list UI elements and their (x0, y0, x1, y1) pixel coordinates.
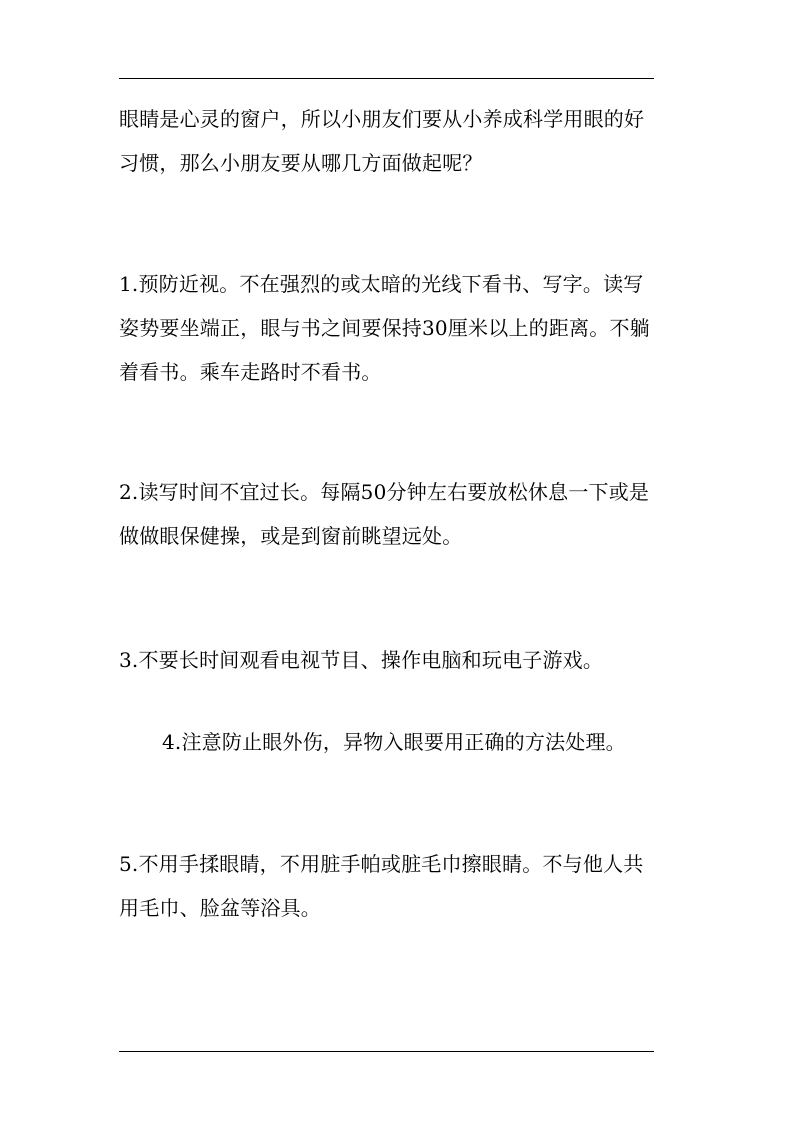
item-4-paragraph: 4.注意防止眼外伤，异物入眼要用正确的方法处理。 (162, 730, 626, 754)
item-5-paragraph: 5.不用手揉眼睛，不用脏手帕或脏毛巾擦眼睛。不与他人共用毛巾、脸盆等浴具。 (119, 852, 644, 920)
item-3-paragraph: 3.不要长时间观看电视节目、操作电脑和玩电子游戏。 (119, 648, 604, 672)
item-2-paragraph: 2.读写时间不宜过长。每隔50分钟左右要放松休息一下或是做做眼保健操，或是到窗前眺望远处。 (119, 480, 650, 548)
intro-paragraph: 眼睛是心灵的窗户，所以小朋友们要从小养成科学用眼的好习惯，那么小朋友要从哪几方面做起呢？ (119, 107, 645, 175)
footer-rule (119, 1051, 654, 1052)
item-1-paragraph: 1.预防近视。不在强烈的或太暗的光线下看书、写字。读写姿势要坐端正，眼与书之间要保持30厘米以上的距离。不躺着看书。乘车走路时不看书。 (119, 272, 650, 384)
header-rule (119, 78, 654, 79)
